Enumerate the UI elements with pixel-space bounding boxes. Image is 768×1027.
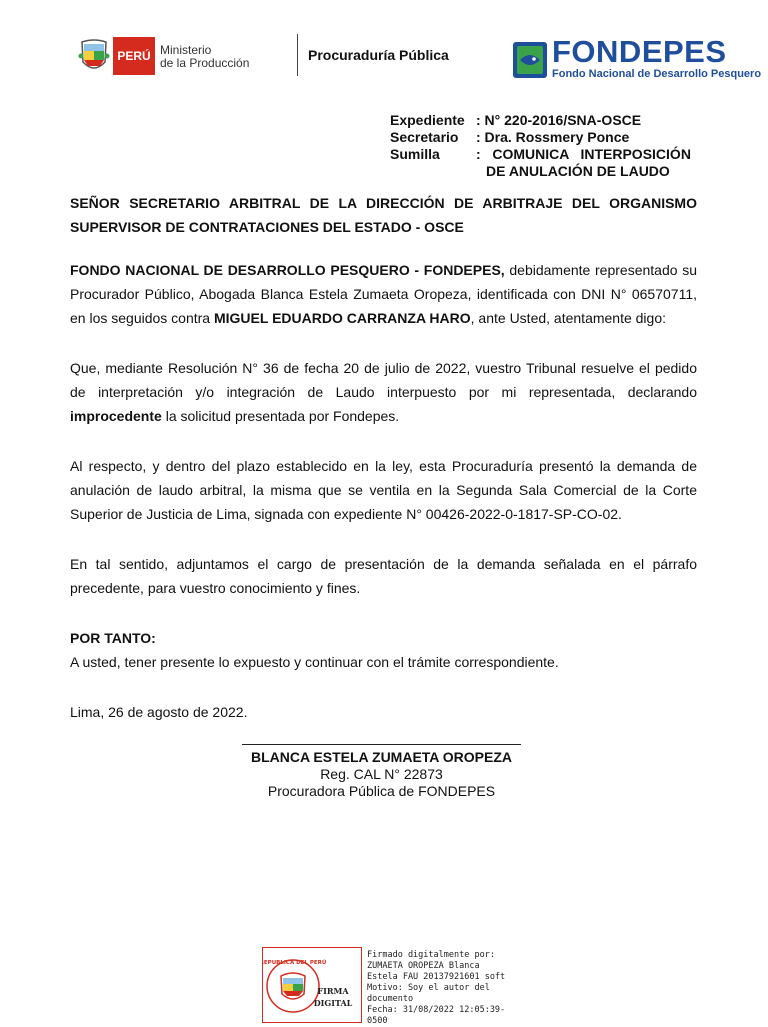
country-label: PERÚ [117, 49, 151, 63]
peru-badge [113, 37, 155, 75]
signer-role: Procuradora Pública de FONDEPES [267, 783, 496, 799]
firma-label: FIRMA [317, 986, 349, 996]
paragraph-demanda: Al respecto, y dentro del plazo establecido en la ley, esta Procuraduría presentó la demanda de anulación de laudo arbitral, la misma que se ventila en la Segunda Sala Comercial de la Corte Superior de Justicia de Lima, signada con expediente N° 00426-2022-0-1817-SP-CO-02. [70, 458, 697, 522]
sumilla-row-2: DE ANULACIÓN DE LAUDO [486, 163, 670, 179]
signature-line [242, 744, 521, 745]
expediente-row: Expediente : N° 220-2016/SNA-OSCE [390, 112, 642, 128]
intro-paragraph: FONDO NACIONAL DE DESARROLLO PESQUERO - FONDEPES, debidamente representado su Procurador Público, Abogada Blanca Estela Zumaeta Oropeza, identificada con DNI N° 06570711, en los seguidos contra MIGUEL EDUARDO CARRANZA HARO, ante Usted, atentamente digo: [70, 262, 697, 326]
paragraph-resolucion: Que, mediante Resolución N° 36 de fecha 20 de julio de 2022, vuestro Tribunal resuelve el pedido de interpretación y/o integración de Laudo interpuesto por mi representada, declarando improcedente la solicitud presentada por Fondepes. [70, 360, 697, 424]
paragraph-peticion: A usted, tener presente lo expuesto y continuar con el trámite correspondiente. [70, 654, 559, 670]
secretario-row: Secretario : Dra. Rossmery Ponce [390, 129, 630, 145]
paragraph-adjuntamos: En tal sentido, adjuntamos el cargo de presentación de la demanda señalada en el párrafo precedente, para vuestro conocimiento y fines. [70, 556, 697, 596]
fondepes-fullname: Fondo Nacional de Desarrollo Pesquero [552, 68, 762, 80]
digital-signature-details: Firmado digitalmente por: ZUMAETA OROPEZA Blanca Estela FAU 20137921601 soft Motivo: Soy el autor del documento Fecha: 31/08/2022 12:05:39-0500 [367, 950, 506, 1026]
document-date: Lima, 26 de agosto de 2022. [70, 704, 248, 720]
addressee: SEÑOR SECRETARIO ARBITRAL DE LA DIRECCIÓN DE ARBITRAJE DEL ORGANISMO SUPERVISOR DE CONTRATACIONES DEL ESTADO - OSCE [70, 195, 697, 235]
fondepes-logo-icon [512, 41, 548, 79]
por-tanto-heading: POR TANTO: [70, 630, 156, 646]
office-title: Procuraduría Pública [308, 47, 449, 63]
firma-digital-seal-icon [263, 948, 361, 1022]
digital-label: DIGITAL [313, 998, 353, 1008]
header-divider [297, 34, 298, 76]
signer-registration: Reg. CAL N° 22873 [320, 766, 443, 782]
seal-top-text: REPUBLICA DEL PERÚ [263, 960, 327, 966]
digital-signature-stamp [262, 947, 362, 1023]
fondepes-wordmark: FONDEPES [552, 34, 727, 69]
sumilla-row: Sumilla : COMUNICA INTERPOSICIÓN [390, 146, 691, 162]
signer-name: BLANCA ESTELA ZUMAETA OROPEZA [250, 749, 513, 765]
ministry-name: Ministerio de la Producción [160, 43, 250, 70]
peru-coat-of-arms-icon [78, 36, 110, 76]
